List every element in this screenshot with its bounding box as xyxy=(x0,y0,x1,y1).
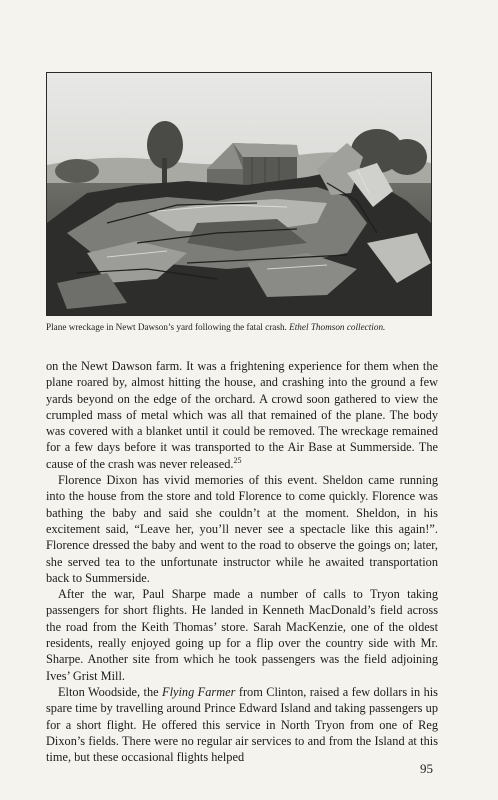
figure-caption xyxy=(46,321,436,334)
paragraph-text: on the Newt Dawson farm. It was a frightening experience for them when the plane roared by, almost hitting the house, and crashing into the ground a few yards beyond on the edge of the orchard. A crowd soon gathered to view the crumpled mass of metal which was all that remained of the plane. The body was covered with a blanket until it could be removed. The wreckage remained for a few days before it was transported to the Air Base at Summerside. The cause of the crash was never released. xyxy=(46,359,438,471)
paragraph-text: from Clinton, raised a few dollars in his spare time by travelling around Prince Edward Island and taking passengers up for a short flight. He offered this service in North Tryon from one of Reg Dixon’s fields. There were no regular air services to and from the Island at this time, but these occasional flights helped xyxy=(46,684,438,765)
paragraph-text: Elton Woodside, the xyxy=(58,684,163,699)
paragraph xyxy=(46,586,438,684)
article-body xyxy=(46,358,438,765)
wreckage-photo xyxy=(46,72,432,316)
paragraph-text: Florence Dixon has vivid memories of this event. Sheldon came running into the house from the store and told Florence to come quickly. Florence was bathing the baby and said she couldn’t at the moment. Sheldon, in his excitement said, “Leave her, you’ll never see a spectacle like this again!”. Florence dressed the baby and went to the road to observe the goings on; later, she served tea to the unfortunate instructor while he awaited transportation back to Summerside. xyxy=(46,473,438,585)
page-number: 95 xyxy=(420,761,433,776)
paragraph xyxy=(46,358,438,472)
caption-credit: Ethel Thomson collection. xyxy=(289,322,386,332)
emphasis-text: Flying Farmer xyxy=(162,684,236,699)
wreckage-photo-graphic xyxy=(47,73,431,315)
paragraph xyxy=(46,684,438,765)
paragraph-text: After the war, Paul Sharpe made a number of calls to Tryon taking passengers for short flights. He landed in Kenneth MacDonald’s field across the road from the Keith Thomas’ store. Sarah MacKenzie, one of the oldest residents, really enjoyed going up for a flip over the country side with Mr. Sharpe. Another site from which he took passengers was the field adjoining Ives’ Grist Mill. xyxy=(46,587,438,683)
footnote-marker: 25 xyxy=(233,455,242,465)
paragraph xyxy=(46,472,438,586)
caption-text: Plane wreckage in Newt Dawson’s yard following the fatal crash. xyxy=(46,322,287,332)
